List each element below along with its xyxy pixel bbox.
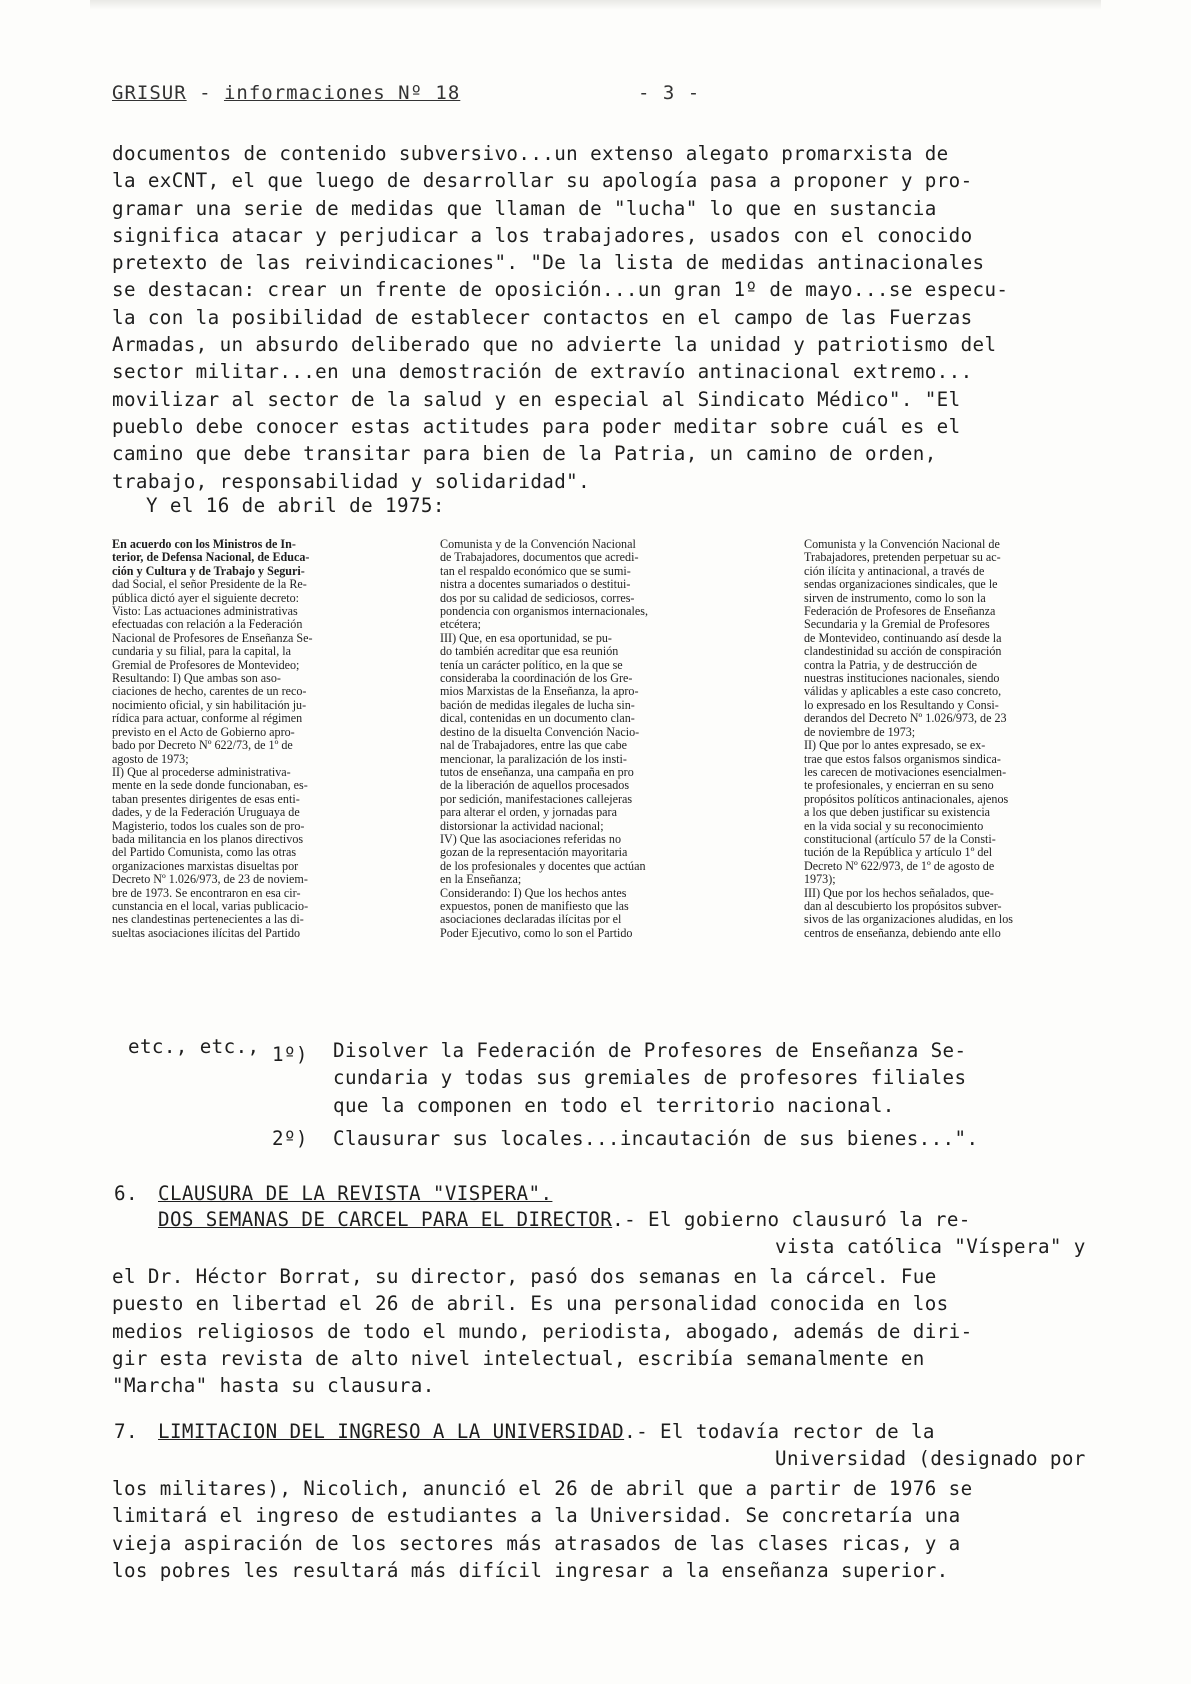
clip-line: trae que estos falsos organismos sindica-: [804, 752, 1001, 766]
clip-line: te profesionales, y encierran en su seno: [804, 779, 994, 793]
section-6-line: medios religiosos de todo el mundo, periodista, abogado, además de diri-: [112, 1319, 973, 1343]
item-1-number: 1º): [272, 1043, 308, 1066]
intro-line: pretexto de las reivindicaciones". "De la lista de medidas antinacionales: [112, 251, 985, 275]
section-6-line: "Marcha" hasta su clausura.: [112, 1374, 435, 1398]
etc-label: etc., etc.,: [128, 1035, 260, 1058]
header-org: GRISUR: [112, 82, 187, 104]
clip-line: Resultando: I) Que ambas son aso-: [112, 672, 281, 686]
page-number: - 3 -: [638, 82, 701, 104]
clip-line: expuestos, ponen de manifiesto que las: [440, 899, 629, 913]
section-6-line: gir esta revista de alto nivel intelectual, escribía semanalmente en: [112, 1346, 925, 1370]
section-7-heading: [158, 1420, 935, 1443]
clip-line: en la Enseñanza;: [440, 873, 522, 887]
clip-line: de la liberación de aquellos procesados: [440, 779, 630, 793]
intro-line: la exCNT, el que luego de desarrollar su apología pasa a proponer y pro-: [112, 169, 973, 193]
clip-line: propósitos políticos antinacionales, ajenos: [804, 792, 1009, 806]
clip-line: ción y Cultura y de Trabajo y Seguri-: [112, 564, 305, 578]
clip-line: Comunista y de la Convención Nacional: [440, 538, 636, 551]
item-2-text: Clausurar sus locales...incautación de sus bienes...".: [333, 1127, 979, 1150]
clip-line: mente en la sede donde funcionaban, es-: [112, 779, 308, 793]
clip-line: Trabajadores, pretenden perpetuar su ac-: [804, 551, 1001, 565]
section-7-heading-tail: .- El todavía rector de la: [624, 1420, 935, 1443]
intro-line: camino que debe transitar para bien de la Patria, un camino de orden,: [112, 442, 937, 466]
clip-line: efectuadas con relación a la Federación: [112, 618, 303, 632]
section-6-body: [112, 1263, 1122, 1399]
section-7-line-2: Universidad (designado por: [775, 1447, 1086, 1470]
clip-line: En acuerdo con los Ministros de In-: [112, 538, 296, 551]
clip-line: cunstancia en el local, varias publicacio-: [112, 899, 309, 913]
clip-line: para alterar el orden, y jornadas para: [440, 806, 617, 820]
clip-line: dades, y de la Federación Uruguaya de: [112, 806, 300, 820]
clip-line: bado por Decreto Nº 622/73, de 1º de: [112, 739, 293, 753]
clip-line: ción ilícita y antinacional, a través de: [804, 564, 985, 578]
clip-line: bre de 1973. Se encontraron en esa cir-: [112, 886, 301, 900]
clip-line: Decreto Nº 1.026/973, de 23 de noviem-: [112, 873, 308, 887]
clip-line: de Trabajadores, documentos que acredi-: [440, 551, 639, 565]
section-7-number: 7.: [114, 1420, 138, 1443]
clip-line: de Montevideo, continuando así desde la: [804, 631, 1002, 645]
clip-line: pública dictó ayer el siguiente decreto:: [112, 591, 300, 605]
clip-line: en la vida social y su reconocimiento: [804, 819, 984, 833]
section-7-line: limitará el ingreso de estudiantes a la Universidad. Se concretaría una: [112, 1504, 961, 1528]
section-6-heading-2: [158, 1208, 971, 1231]
clip-line: dical, contenidas en un documento clan-: [440, 712, 635, 726]
section-6-line: el Dr. Héctor Borrat, su director, pasó dos semanas en la cárcel. Fue: [112, 1265, 937, 1288]
clip-line: do también acreditar que esa reunión: [440, 645, 619, 659]
clip-line: sivos de las organizaciones aludidas, en los: [804, 913, 1014, 927]
clip-line: a los que deben justificar su existencia: [804, 806, 991, 820]
clip-line: rídica para actuar, conforme al régimen: [112, 712, 303, 726]
intro-line: sector militar...en una demostración de extravío antinacional extremo...: [112, 360, 973, 384]
section-7-line: vieja aspiración de los sectores más atrasados de las clases ricas, y a: [112, 1531, 961, 1555]
item-1-line: que la componen en todo el territorio nacional.: [333, 1093, 895, 1117]
clip-line: mios Marxistas de la Enseñanza, la apro-: [440, 685, 639, 699]
clip-line: tenía un carácter político, en la que se: [440, 658, 623, 672]
clip-line: Magisterio, todos los cuales son de pro-: [112, 819, 305, 833]
clip-line: bación de medidas ilegales de lucha sin-: [440, 698, 635, 712]
clipping-column-3: [804, 538, 1140, 988]
item-2-number: 2º): [272, 1127, 308, 1150]
clip-line: Gremial de Profesores de Montevideo;: [112, 658, 300, 672]
section-6-line-2: vista católica "Víspera" y: [775, 1235, 1086, 1258]
clip-line: nistra a docentes sumariados o destitui-: [440, 578, 631, 592]
clip-line: Nacional de Profesores de Enseñanza Se-: [112, 631, 313, 645]
intro-line: gramar una serie de medidas que llaman de "lucha" lo que en sustancia: [112, 196, 937, 220]
clip-line: les carecen de motivaciones esencialmen-: [804, 765, 1007, 779]
date-line: Y el 16 de abril de 1975:: [146, 494, 445, 517]
clip-line: agosto de 1973;: [112, 752, 189, 766]
clip-line: organizaciones marxistas disueltas por: [112, 859, 299, 873]
intro-paragraph: [112, 140, 1122, 495]
intro-line: la con la posibilidad de establecer contactos en el campo de las Fuerzas: [112, 305, 973, 329]
section-7-line: los militares), Nicolich, anunció el 26 de abril que a partir de 1976 se: [112, 1477, 973, 1500]
section-6-heading-1: [158, 1182, 552, 1205]
clip-line: etcétera;: [440, 618, 481, 632]
section-6-heading-2-text: DOS SEMANAS DE CARCEL PARA EL DIRECTOR: [158, 1208, 613, 1231]
clip-line: II) Que al procederse administrativa-: [112, 765, 291, 779]
clip-line: nal de Trabajadores, entre las que cabe: [440, 739, 628, 753]
clip-line: nocimiento oficial, y sin habilitación ju-: [112, 698, 307, 712]
clip-line: por sedición, manifestaciones callejeras: [440, 792, 633, 806]
section-7-heading-text: LIMITACION DEL INGRESO A LA UNIVERSIDAD: [158, 1420, 625, 1443]
section-6-heading-1-text: CLAUSURA DE LA REVISTA "VISPERA".: [158, 1182, 553, 1205]
clip-line: sendas organizaciones sindicales, que le: [804, 578, 998, 592]
section-7-line: los pobres les resultará más difícil ingresar a la enseñanza superior.: [112, 1558, 949, 1582]
header-publication: informaciones Nº 18: [223, 82, 461, 104]
clip-line: 1973);: [804, 873, 836, 887]
clip-line: Visto: Las actuaciones administrativas: [112, 605, 298, 619]
section-7-body: [112, 1475, 1122, 1584]
clip-line: dad Social, el señor Presidente de la Re-: [112, 578, 307, 592]
clip-line: III) Que, en esa oportunidad, se pu-: [440, 631, 612, 645]
clip-line: Comunista y la Convención Nacional de: [804, 538, 1000, 551]
clipping-column-2: [440, 538, 776, 988]
clip-line: destino de la disuelta Convención Nacio-: [440, 725, 640, 739]
clip-line: previsto en el Acto de Gobierno apro-: [112, 725, 295, 739]
clip-line: ciaciones de hecho, carentes de un reco-: [112, 685, 307, 699]
clip-line: nes clandestinas pertenecientes a las di-: [112, 913, 304, 927]
clip-line: centros de enseñanza, debiendo ante ello: [804, 926, 1001, 940]
clip-line: del Partido Comunista, como las otras: [112, 846, 297, 860]
clip-line: cundaria y su filial, para la capital, la: [112, 645, 291, 659]
clip-line: de los profesionales y docentes que actúan: [440, 859, 646, 873]
intro-line: significa atacar y perjudicar a los trabajadores, usados con el conocido: [112, 223, 973, 247]
intro-line: se destacan: crear un frente de oposición...un gran 1º de mayo...se especu-: [112, 278, 1009, 302]
clip-line: III) Que por los hechos señalados, que-: [804, 886, 994, 900]
clip-line: lo expresado en los Resultando y Consi-: [804, 698, 999, 712]
clip-line: tan el respaldo económico que se sumi-: [440, 564, 631, 578]
intro-line: Armadas, un absurdo deliberado que no advierte la unidad y patriotismo del: [112, 333, 997, 357]
clip-line: sueltas asociaciones ilícitas del Partido: [112, 926, 301, 940]
clip-line: taban presentes dirigentes de esas enti-: [112, 792, 300, 806]
clip-line: sirven de instrumento, como lo son la: [804, 591, 986, 605]
clip-line: válidas y aplicables a este caso concreto,: [804, 685, 1002, 699]
item-1-text: [333, 1037, 1093, 1119]
clip-line: gozan de la representación mayoritaria: [440, 846, 628, 860]
section-6-heading-2-tail: .- El gobierno clausuró la re-: [612, 1208, 971, 1231]
clip-line: dan al descubierto los propósitos subver-: [804, 899, 1002, 913]
section-6-line: puesto en libertad el 26 de abril. Es una personalidad conocida en los: [112, 1292, 949, 1316]
intro-line: movilizar al sector de la salud y en especial al Sindicato Médico". "El: [112, 387, 961, 411]
clip-line: constitucional (artículo 57 de la Consti-: [804, 832, 996, 846]
clip-line: II) Que por lo antes expresado, se ex-: [804, 739, 986, 753]
clip-line: Decreto Nº 622/973, de 1º de agosto de: [804, 859, 995, 873]
clip-line: mencionar, la paralización de los insti-: [440, 752, 627, 766]
intro-line: trabajo, responsabilidad y solidaridad".: [112, 469, 591, 493]
clip-line: Poder Ejecutivo, como lo son el Partido: [440, 926, 633, 940]
clip-line: nuestras instituciones nacionales, siendo: [804, 672, 1000, 686]
intro-line: documentos de contenido subversivo...un extenso alegato promarxista de: [112, 142, 949, 165]
clip-line: de noviembre de 1973;: [804, 725, 916, 739]
scan-edge: [90, 0, 1101, 10]
clip-line: tutos de enseñanza, una campaña en pro: [440, 765, 634, 779]
clip-line: asociaciones declaradas ilícitas por el: [440, 913, 622, 927]
clipping-column-1: [112, 538, 432, 988]
clip-line: contra la Patria, y de destrucción de: [804, 658, 977, 672]
section-6-number: 6.: [114, 1182, 138, 1205]
clip-line: Secundaria y la Gremial de Profesores: [804, 618, 990, 632]
clip-line: distorsionar la actividad nacional;: [440, 819, 604, 833]
clip-line: consideraba la coordinación de los Gre-: [440, 672, 633, 686]
header-sep: -: [186, 82, 224, 104]
intro-line: pueblo debe conocer estas actitudes para poder meditar sobre cuál es el: [112, 414, 961, 438]
clip-line: Federación de Profesores de Enseñanza: [804, 605, 996, 619]
clip-line: derandos del Decreto Nº 1.026/973, de 23: [804, 712, 1007, 726]
clip-line: tución de la República y artículo 1º del: [804, 846, 993, 860]
clip-line: terior, de Defensa Nacional, de Educa-: [112, 551, 310, 565]
clip-line: bada militancia en los planos directivos: [112, 832, 304, 846]
item-1-line: Disolver la Federación de Profesores de Enseñanza Se-: [333, 1039, 967, 1062]
clip-line: IV) Que las asociaciones referidas no: [440, 832, 621, 846]
item-1-line: cundaria y todas sus gremiales de profesores filiales: [333, 1066, 967, 1090]
clip-line: Considerando: I) Que los hechos antes: [440, 886, 627, 900]
clip-line: clandestinidad su acción de conspiración: [804, 645, 1002, 659]
clip-line: dos por su calidad de sediciosos, corres-: [440, 591, 635, 605]
clip-line: pondencia con organismos internacionales,: [440, 605, 648, 619]
